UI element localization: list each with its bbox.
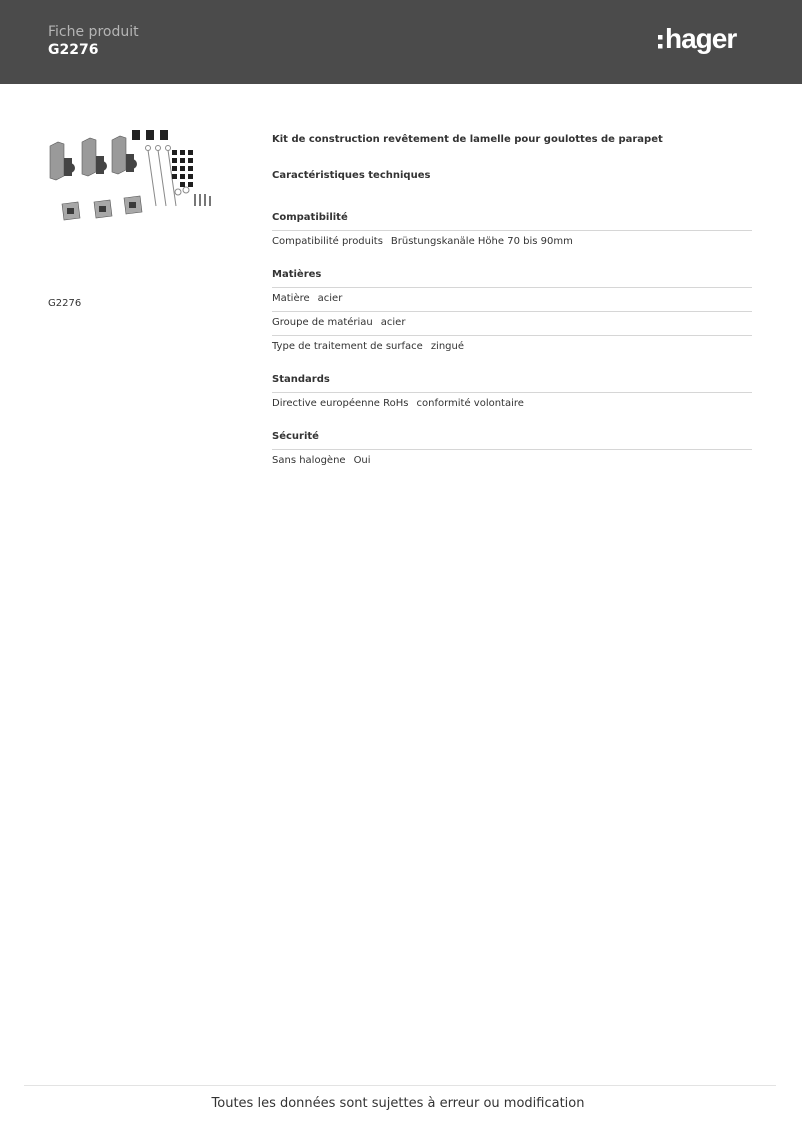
section-safety [272,430,752,473]
spec-row [272,231,752,254]
specs-heading: Caractéristiques techniques [272,170,431,181]
spec-row [272,393,752,416]
section-title: Standards [272,373,752,393]
spec-label: Matière [272,293,310,304]
spec-label: Type de traitement de surface [272,341,423,352]
header-subtitle: Fiche produit [48,24,139,40]
footer-divider [24,1085,776,1086]
section-title: Sécurité [272,430,752,450]
section-standards [272,373,752,416]
product-title: Kit de construction revêtement de lamelle pour goulottes de parapet [272,134,663,145]
spec-value: conformité volontaire [416,398,524,409]
spec-label: Groupe de matériau [272,317,373,328]
svg-text:hager: hager [665,24,737,54]
product-reference: G2276 [48,298,82,309]
spec-value: Oui [353,455,371,466]
spec-label: Directive européenne RoHs [272,398,409,409]
spec-value: zingué [430,341,465,352]
product-details [272,133,752,487]
section-title: Matières [272,268,752,288]
spec-label: Sans halogène [272,455,346,466]
spec-value: acier [380,317,406,328]
spec-value: acier [317,293,343,304]
footer-disclaimer: Toutes les données sont sujettes à erreur ou modification [211,1096,585,1111]
spec-row [272,450,752,473]
spec-row [272,336,752,359]
spec-label: Compatibilité produits [272,236,383,247]
header-product-code: G2276 [48,42,99,58]
product-image-column [48,128,218,228]
spec-row [272,288,752,312]
section-materials [272,268,752,359]
spec-value: Brüstungskanäle Höhe 70 bis 90mm [390,236,573,247]
page-header [0,0,802,84]
section-title: Compatibilité [272,211,752,231]
spec-row [272,312,752,336]
section-compatibility [272,211,752,254]
hager-logo [657,24,753,60]
product-image [48,128,214,224]
